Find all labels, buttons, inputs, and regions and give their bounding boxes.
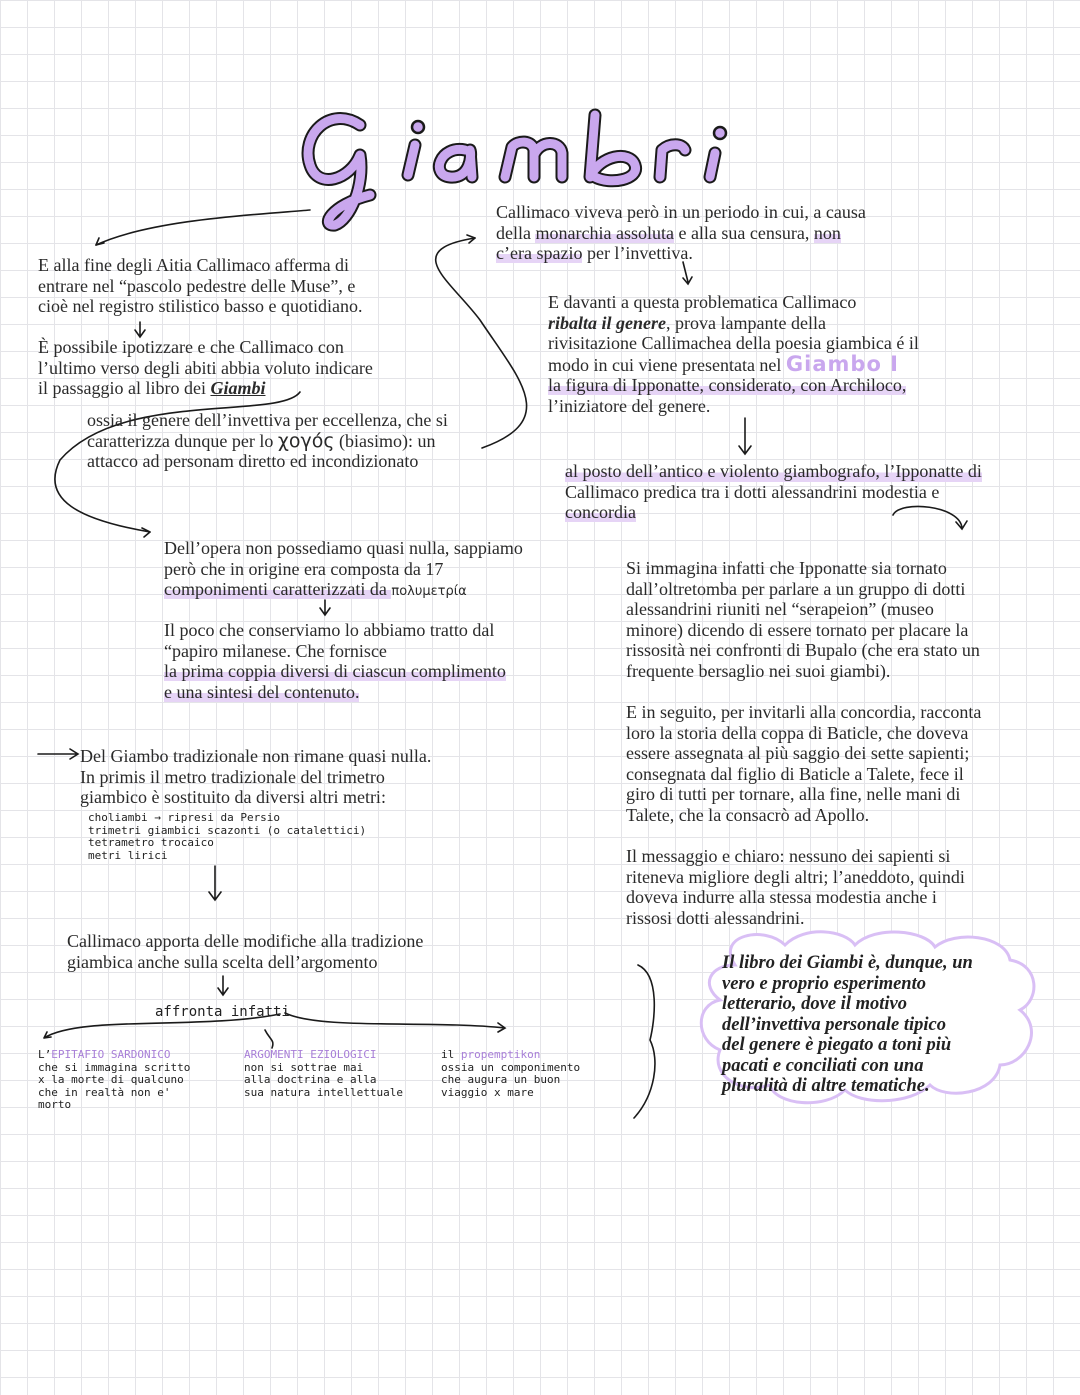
metri-item: choliambi → ripresi da Persio [88,811,281,824]
conclusione-line: Il libro dei Giambi è, dunque, un [722,953,973,973]
epitafio-title: L’ [38,1048,52,1061]
messaggio-line: Il messaggio e chiaro: nessuno dei sapienti si [626,846,951,866]
invettiva-line: attacco ad personam diretto ed incondizionato [87,451,419,471]
ipotesi-paragraph [38,337,438,399]
monarchia-paragraph [496,202,916,264]
tradizionale-line: In primis il metro tradizionale del trimetro [80,766,385,787]
giambi-keyword: Giambi [210,378,266,398]
metri-item: tetrametro trocaico [88,836,214,849]
coppa-line: Talete, che la consacrò ad Apollo. [626,804,870,825]
ipotesi-line: l’ultimo verso degli abiti abbia voluto indicare [38,357,373,378]
propemptikon-block [441,1049,631,1099]
opera-line: componimenti caratterizzati da [164,579,392,599]
eziologici-line: sua natura intellettuale [244,1085,403,1099]
ipponatte-line: Callimaco predica tra i dotti alessandrini modestia e [565,481,940,502]
serapeion-paragraph [626,558,1046,681]
conclusione-line: letterario, dove il motivo [722,994,907,1014]
messaggio-paragraph [626,846,1046,928]
ipponatte-line: al posto dell’antico e violento giambografo, l’Ipponatte di [565,461,982,481]
monarchia-line: e alla sua censura, [673,222,814,243]
modifiche-paragraph [67,931,487,972]
ipotesi-line: È possibile ipotizzare e che Callimaco con [38,337,344,357]
epitafio-title: EPITAFIO SARDONICO [51,1048,171,1061]
epitafio-line: che in realtà non e' [38,1085,171,1099]
eziologici-line: non si sottrae mai [244,1060,364,1074]
eziologici-block [244,1049,434,1099]
propemptikon-title: propemptikon [460,1048,541,1061]
serapeion-line: dall’oltretomba per parlare a un gruppo di dotti [626,578,966,599]
coppa-paragraph [626,702,1046,825]
modifiche-line: giambica anche sulla scelta dell’argomento [67,951,378,972]
conclusione-line: dell’invettiva personale tipico [722,1014,947,1035]
greek-polymetria: πολυμετρία [391,584,467,599]
tradizionale-line: Del Giambo tradizionale non rimane quasi nulla. [80,746,432,766]
ribalta-line: rivisitazione Callimachea della poesia giambica é il [548,333,919,353]
affronta-label: affronta infatti [155,1004,290,1020]
opera-paragraph [164,538,584,603]
opera-line: Dell’opera non possediamo quasi nulla, sappiamo [164,538,523,558]
ipponatte-paragraph [565,461,1045,523]
serapeion-line: minore) dicendo di essere tornato per placare la [626,619,969,640]
aitia-line: entrare nel “pascolo pedestre delle Muse”, e [38,275,356,296]
coppa-line: E in seguito, per invitarli alla concordia, racconta [626,702,982,722]
propemptikon-line: che augura un buon [441,1073,561,1086]
invettiva-line: (biasimo): un [334,430,436,451]
coppa-line: giro di tutti per tornare, alla fine, nelle mani di [626,784,961,804]
title-text: Giambi [290,95,294,96]
coppa-line: loro la storia della coppa di Baticle, che doveva [626,722,969,743]
giambo-i-label: Giambo I [785,351,899,376]
metri-list [88,812,428,862]
serapeion-line: rissosità nei confronti di Bupalo (che era stato un [626,640,980,660]
propemptikon-line: viaggio x mare [441,1085,534,1099]
ribalta-paragraph [548,292,978,416]
ribalta-line: la figura di Ipponatte, considerato, con Archiloco, [548,375,907,395]
tradizionale-paragraph [80,746,500,808]
monarchia-line: della [496,222,536,243]
conclusione-line: vero e proprio esperimento [722,973,926,994]
ipotesi-line: il passaggio al libro dei [38,378,211,398]
ribalta-line: l’iniziatore del genere. [548,395,711,416]
conclusione-paragraph [722,953,1037,1097]
aitia-line: E alla fine degli Aitia Callimaco afferma di [38,255,350,275]
aitia-line: cioè nel registro stilistico basso e quotidiano. [38,296,363,316]
modifiche-line: Callimaco apporta delle modifiche alla tradizione [67,931,424,951]
propemptikon-title: il [441,1048,461,1061]
ribalta-line: , prova lampante della [666,312,826,333]
aitia-paragraph [38,255,438,317]
ipponatte-line: concordia [565,502,636,522]
monarchia-highlight: c’era spazio [496,243,583,263]
ribalta-line: E davanti a questa problematica Callimaco [548,292,857,312]
ribalta-keyword: ribalta il genere [548,312,666,333]
tradizionale-line: giambico è sostituito da diversi altri metri: [80,787,386,807]
greek-psogos: χογός [277,429,335,452]
papiro-paragraph [164,620,584,702]
serapeion-line: alessandrini riuniti nel “serapeion” (museo [626,599,934,619]
serapeion-line: frequente bersaglio nei suoi giambi). [626,660,891,681]
monarchia-line: per l’invettiva. [582,243,693,263]
opera-line: però che in origine era composta da 17 [164,558,444,579]
coppa-line: consegnata dal figlio di Baticle a Talete, fece il [626,763,964,784]
metri-item: trimetri giambici scazonti (o catalettici) [88,823,367,837]
papiro-line: “papiro milanese. Che fornisce [164,640,387,661]
epitafio-line: x la morte di qualcuno [38,1073,184,1086]
messaggio-line: doveva indurre alla stessa modestia anche i [626,887,937,907]
conclusione-line: pluralità di altre tematiche. [722,1076,930,1096]
messaggio-line: rissosi dotti alessandrini. [626,907,805,928]
conclusione-line: del genere è piegato a toni più [722,1035,952,1055]
papiro-line: la prima coppia diversi di ciascun complimento [164,661,506,681]
epitafio-block [38,1049,208,1112]
monarchia-highlight: non [813,222,841,243]
monarchia-highlight: monarchia assoluta [535,222,674,243]
epitafio-line: morto [38,1098,72,1111]
papiro-line: e una sintesi del contenuto. [164,681,360,702]
propemptikon-line: ossia un componimento [441,1060,581,1074]
monarchia-line: Callimaco viveva però in un periodo in cui, a causa [496,202,866,222]
eziologici-title: ARGOMENTI EZIOLOGICI [244,1048,377,1061]
metri-item: metri lirici [88,848,168,862]
ribalta-line: modo in cui viene presentata nel [548,354,786,375]
invettiva-paragraph [87,410,487,472]
serapeion-line: Si immagina infatti che Ipponatte sia tornato [626,558,947,578]
messaggio-line: riteneva migliore degli altri; l’aneddoto, quindi [626,866,965,887]
invettiva-line: caratterizza dunque per lo [87,430,278,451]
papiro-line: Il poco che conserviamo lo abbiamo tratto dal [164,620,495,640]
eziologici-line: alla doctrina e alla [244,1073,377,1086]
epitafio-line: che si immagina scritto [38,1060,191,1074]
conclusione-line: pacati e conciliati con una [722,1055,924,1076]
invettiva-line: ossia il genere dell’invettiva per eccellenza, che si [87,410,448,430]
coppa-line: essere assegnata al più saggio dei sette sapienti; [626,743,970,763]
